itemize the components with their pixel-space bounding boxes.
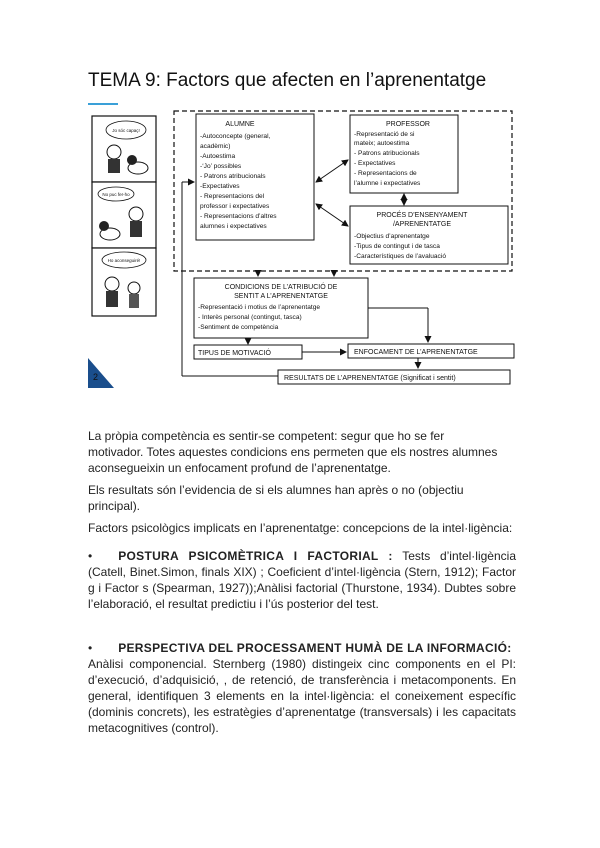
proces-heading-1: PROCÉS D’ENSENYAMENT	[376, 212, 468, 219]
paragraph-3: Factors psicològics implicats en l’aprenentatge: concepcions de la intel·ligència:	[88, 521, 513, 535]
bullet-icon: •	[88, 549, 93, 563]
professor-line: mateix; autoestima	[354, 140, 410, 147]
bullet-processament	[88, 640, 516, 736]
bullet-icon: •	[88, 641, 93, 655]
bullet-psicometrica-heading: POSTURA PSICOMÈTRICA I FACTORIAL :	[118, 549, 393, 563]
professor-heading: PROFESSOR	[386, 121, 430, 128]
bullet-psicometrica-text: Tests d’intel·ligència (Catell, Binet.Simon, finals XIX) ; Coeficient d’intel·ligència (Stern, 1912); Factor g i Factor s (Spearman, 1927));Anàlisi factorial (Thurstone, 1934). Dubtes sobre l’elaboració, el resultat predictiu i l’ús posterior del test.	[88, 549, 516, 611]
child-body-icon	[129, 294, 139, 308]
paragraph-1-line-1: La pròpia competència es sentir-se competent: segur que ho se fer	[88, 429, 445, 443]
resultats-label: RESULTATS DE L’APRENENTATGE (Significat i sentit)	[284, 375, 456, 382]
child-figure-icon	[129, 207, 143, 221]
professor-line: -Representació de si	[354, 131, 415, 138]
condicions-line: -Sentiment de competència	[198, 324, 279, 331]
diagram-svg	[88, 108, 520, 392]
paragraph-2: Els resultats són l’evidencia de si els alumnes han après o no (objectiu principal).	[88, 483, 464, 513]
motivation-diagram	[88, 108, 520, 392]
child-body-icon	[106, 291, 118, 307]
alumne-line: professor i expectatives	[200, 203, 270, 210]
alumne-line: alumnes i expectatives	[200, 223, 267, 230]
bullet-processament-heading: PERSPECTIVA DEL PROCESSAMENT HUMÀ DE LA INFORMACIÓ:	[118, 641, 512, 655]
comic-bubble-3: Ho aconseguiré!	[107, 258, 141, 263]
proces-line: -Objectius d’aprenentatge	[354, 233, 430, 240]
professor-line: - Expectatives	[354, 160, 396, 167]
dog-head-icon	[99, 221, 109, 231]
proces-heading-2: /APRENENTATGE	[392, 221, 452, 228]
bullet-processament-text: Anàlisi componencial. Sternberg (1980) distingeix cinc components en el PI: d’execució, d’adquisició, , de retenció, de transferència i metacomponents. En general, identifiquen 3 elements en la intel·ligència: el coneixement específic (dominis concrets), les estratègies d’aprenentatge (transversals) i les capacitats metacognitives (control).	[88, 657, 516, 735]
comic-bubble-2: No puc fer-ho	[102, 192, 130, 197]
arrow-alumne-professor	[316, 160, 348, 182]
alumne-line: -Expectatives	[200, 183, 240, 190]
alumne-lines	[200, 133, 277, 230]
paragraph-1-rest: motivador. Totes aquestes condicions ens permeten que els nostres alumnes aconsegueixin un enfocament profund de l’aprenentatge.	[88, 445, 498, 475]
proces-line: -Tipus de contingut i de tasca	[354, 243, 440, 250]
slide-corner-icon	[88, 358, 114, 388]
comic-bubble-1: Jo sóc capaç!	[112, 128, 140, 133]
condicions-line: - Interès personal (contingut, tasca)	[198, 314, 302, 321]
condicions-heading-1: CONDICIONS DE L’ATRIBUCIÓ DE	[224, 284, 338, 291]
arrow-alumne-proces	[316, 204, 348, 226]
alumne-line: acadèmic)	[200, 143, 231, 150]
child-figure-icon	[107, 145, 121, 159]
child-body-icon	[130, 221, 142, 237]
child-figure-icon	[105, 277, 119, 291]
condicions-lines	[198, 304, 320, 331]
professor-line: l’alumne i expectatives	[354, 180, 421, 187]
title-accent-line	[88, 103, 118, 105]
child-body-icon	[108, 159, 120, 173]
proces-line: -Característiques de l’avaluació	[354, 253, 446, 260]
alumne-line: - Representacions d’altres	[200, 213, 277, 220]
professor-line: - Patrons atribucionals	[354, 150, 420, 157]
proces-lines	[354, 233, 446, 260]
alumne-line: - Representacions del	[200, 193, 265, 200]
professor-line: - Representacions de	[354, 170, 417, 177]
condicions-heading-2: SENTIT A L’APRENENTATGE	[234, 293, 328, 300]
alumne-line: -Autoconcepte (general,	[200, 133, 271, 140]
tipus-motivacio-label: TIPUS DE MOTIVACIÓ	[198, 350, 271, 357]
dog-head-icon	[127, 155, 137, 165]
child-figure-icon	[128, 282, 140, 294]
alumne-line: - Patrons atribucionals	[200, 173, 266, 180]
slide-number: 2	[93, 372, 99, 382]
bullet-psicometrica	[88, 548, 516, 612]
condicions-line: -Representació i motius de l’aprenentatge	[198, 304, 321, 311]
enfocament-label: ENFOCAMENT DE L’APRENENTATGE	[354, 349, 478, 356]
comic-strip	[92, 116, 156, 316]
alumne-line: -‘Jo’ possibles	[200, 163, 242, 170]
professor-lines	[354, 131, 421, 187]
page-title: TEMA 9: Factors que afecten en l’aprenentatge	[88, 70, 487, 91]
alumne-heading: ALUMNE	[225, 121, 255, 128]
alumne-line: -Autoestima	[200, 153, 236, 160]
